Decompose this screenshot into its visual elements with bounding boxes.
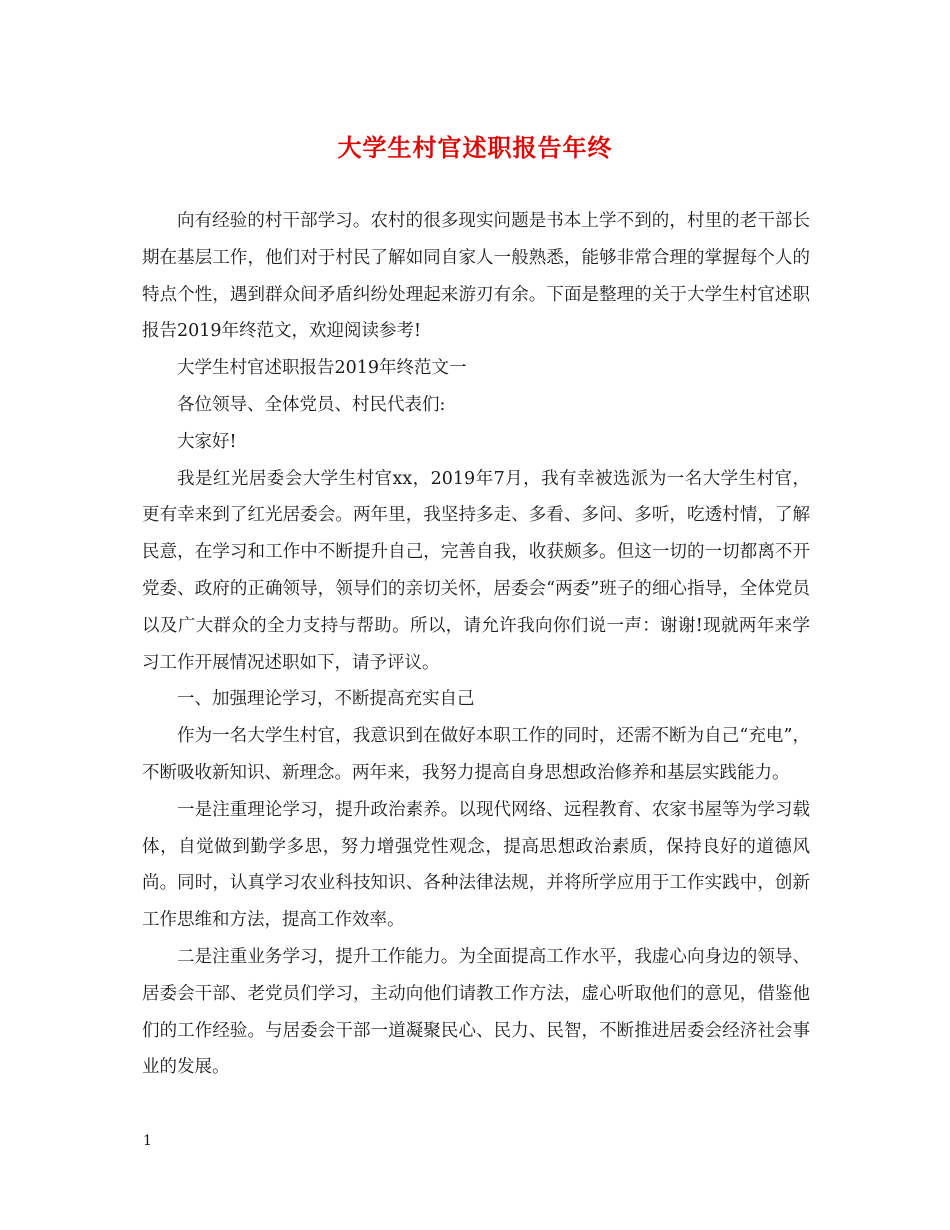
paragraph-subtitle: 大学生村官述职报告2019年终范文一 bbox=[177, 358, 467, 379]
paragraph-theory-study: 一是注重理论学习，提升政治素养。以现代网络、远程教育、农家书屋等为学习载体，自觉做到勤学多思，努力增强党性观念，提高思想政治素质，保持良好的道德风尚。同时，认真学习农业科技知识、各种法律法规，并将所学应用于工作实践中，创新工作思维和方法，提高工作效率。 bbox=[142, 799, 810, 931]
paragraph-business-study: 二是注重业务学习，提升工作能力。为全面提高工作水平，我虚心向身边的领导、居委会干部、老党员们学习，主动向他们请教工作方法，虚心听取他们的意见，借鉴他们的工作经验。与居委会干部一道凝聚民心、民力、民智，不断推进居委会经济社会事业的发展。 bbox=[142, 946, 810, 1078]
paragraph-salutation: 各位领导、全体党员、村民代表们: bbox=[177, 394, 446, 415]
paragraph-greeting: 大家好! bbox=[177, 431, 237, 452]
document-body bbox=[142, 203, 810, 1086]
paragraph-self-introduction: 我是红光居委会大学生村官xx，2019年7月，我有幸被选派为一名大学生村官，更有幸来到了红光居委会。两年里，我坚持多走、多看、多问、多听，吃透村情，了解民意，在学习和工作中不断提升自己，完善自我，收获颇多。但这一切的一切都离不开党委、政府的正确领导，领导们的亲切关怀，居委会“两委”班子的细心指导，全体党员以及广大群众的全力支持与帮助。所以，请允许我向你们说一声：谢谢!现就两年来学习工作开展情况述职如下，请予评议。 bbox=[142, 468, 810, 673]
paragraph-intro: 向有经验的村干部学习。农村的很多现实问题是书本上学不到的，村里的老干部长期在基层工作，他们对于村民了解如同自家人一般熟悉，能够非常合理的掌握每个人的特点个性，遇到群众间矛盾纠纷处理起来游刃有余。下面是整理的关于大学生村官述职报告2019年终范文，欢迎阅读参考! bbox=[142, 211, 810, 342]
page-number: 1 bbox=[143, 1133, 152, 1149]
page-title: 大学生村官述职报告年终 bbox=[337, 133, 613, 162]
section-heading-1: 一、加强理论学习，不断提高充实自己 bbox=[177, 689, 475, 710]
paragraph-section-1-intro: 作为一名大学生村官，我意识到在做好本职工作的同时，还需不断为自己“充电”，不断吸收新知识、新理念。两年来，我努力提高自身思想政治修养和基层实践能力。 bbox=[142, 726, 810, 783]
